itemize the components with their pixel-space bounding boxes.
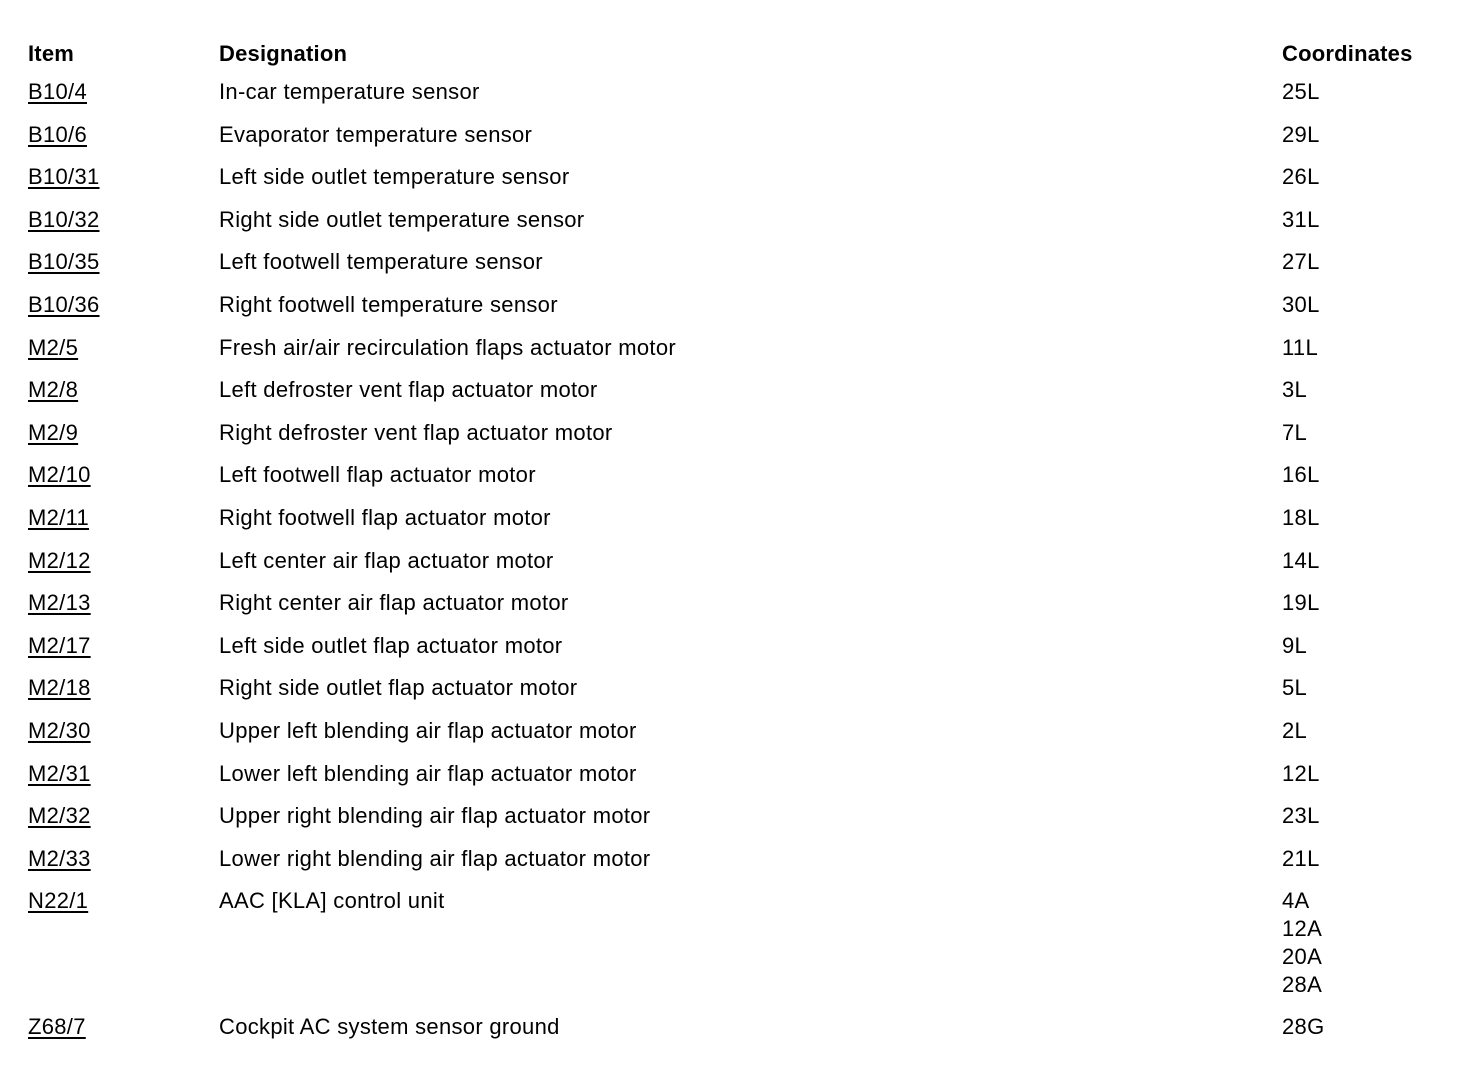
coordinate-value: 28A bbox=[1282, 972, 1323, 998]
item-link[interactable]: M2/18 bbox=[28, 675, 91, 701]
designation-cell: Right footwell temperature sensor bbox=[219, 291, 558, 317]
table-body bbox=[28, 72, 1448, 1050]
designation-cell: Left footwell flap actuator motor bbox=[219, 462, 536, 488]
item-cell bbox=[28, 157, 219, 200]
designation-cell: Upper right blending air flap actuator motor bbox=[219, 803, 651, 829]
coordinate-value: 28G bbox=[1282, 1014, 1325, 1040]
coordinate-value: 21L bbox=[1282, 845, 1320, 871]
coordinates-cell bbox=[1282, 541, 1448, 584]
designation-cell: Left footwell temperature sensor bbox=[219, 249, 543, 275]
table-row bbox=[28, 668, 1448, 711]
coordinates-cell bbox=[1282, 115, 1448, 158]
item-link[interactable]: N22/1 bbox=[28, 888, 89, 914]
coordinates-cell bbox=[1282, 626, 1448, 669]
coordinates-cell bbox=[1282, 711, 1448, 754]
coordinate-value: 4A bbox=[1282, 888, 1310, 914]
table-row bbox=[28, 754, 1448, 797]
designation-cell: Right side outlet temperature sensor bbox=[219, 206, 585, 232]
table-row bbox=[28, 881, 1448, 1007]
designation-cell: Lower right blending air flap actuator motor bbox=[219, 845, 651, 871]
coordinate-value: 18L bbox=[1282, 504, 1320, 530]
item-link[interactable]: M2/12 bbox=[28, 547, 91, 573]
designation-cell: Upper left blending air flap actuator motor bbox=[219, 717, 637, 743]
item-link[interactable]: M2/33 bbox=[28, 845, 91, 871]
component-legend-table bbox=[28, 36, 1448, 1050]
designation-cell: Right side outlet flap actuator motor bbox=[219, 675, 578, 701]
coordinate-value: 16L bbox=[1282, 462, 1320, 488]
item-cell bbox=[28, 839, 219, 882]
coordinate-value: 11L bbox=[1282, 334, 1318, 360]
item-cell bbox=[28, 413, 219, 456]
item-cell bbox=[28, 668, 219, 711]
item-cell bbox=[28, 455, 219, 498]
item-link[interactable]: B10/6 bbox=[28, 121, 87, 147]
item-cell bbox=[28, 328, 219, 371]
table-row bbox=[28, 157, 1448, 200]
coordinates-cell bbox=[1282, 455, 1448, 498]
item-link[interactable]: B10/35 bbox=[28, 249, 100, 275]
item-cell bbox=[28, 200, 219, 243]
item-link[interactable]: M2/5 bbox=[28, 334, 79, 360]
coordinate-value: 25L bbox=[1282, 79, 1320, 104]
table-row bbox=[28, 498, 1448, 541]
coordinates-cell bbox=[1282, 200, 1448, 243]
coordinates-cell bbox=[1282, 72, 1448, 115]
table-header-row bbox=[28, 36, 1448, 72]
table-row bbox=[28, 328, 1448, 371]
coordinate-value: 31L bbox=[1282, 206, 1320, 232]
designation-cell: Left side outlet flap actuator motor bbox=[219, 632, 563, 658]
table-row bbox=[28, 583, 1448, 626]
item-link[interactable]: Z68/7 bbox=[28, 1014, 86, 1040]
coordinate-value: 19L bbox=[1282, 590, 1320, 616]
table-row bbox=[28, 1007, 1448, 1050]
item-cell bbox=[28, 242, 219, 285]
coordinate-value: 7L bbox=[1282, 419, 1308, 445]
item-link[interactable]: M2/17 bbox=[28, 632, 91, 658]
item-cell bbox=[28, 285, 219, 328]
coordinate-value: 27L bbox=[1282, 249, 1320, 275]
item-link[interactable]: M2/13 bbox=[28, 590, 91, 616]
coordinates-cell bbox=[1282, 242, 1448, 285]
coordinate-value: 12A bbox=[1282, 916, 1323, 942]
coordinates-cell bbox=[1282, 370, 1448, 413]
item-link[interactable]: M2/10 bbox=[28, 462, 91, 488]
table-row bbox=[28, 242, 1448, 285]
coordinates-cell bbox=[1282, 796, 1448, 839]
coordinate-value: 3L bbox=[1282, 377, 1308, 403]
designation-cell: Lower left blending air flap actuator motor bbox=[219, 760, 637, 786]
coordinate-value: 5L bbox=[1282, 675, 1308, 701]
table-row bbox=[28, 72, 1448, 115]
item-link[interactable]: B10/31 bbox=[28, 164, 100, 190]
designation-cell: Evaporator temperature sensor bbox=[219, 121, 533, 147]
designation-cell: Left defroster vent flap actuator motor bbox=[219, 377, 598, 403]
table-row bbox=[28, 200, 1448, 243]
coordinate-value: 29L bbox=[1282, 121, 1320, 147]
item-cell bbox=[28, 541, 219, 584]
item-link[interactable]: B10/4 bbox=[28, 79, 87, 104]
coordinate-value: 26L bbox=[1282, 164, 1320, 190]
coordinates-cell bbox=[1282, 157, 1448, 200]
item-link[interactable]: M2/30 bbox=[28, 717, 91, 743]
item-link[interactable]: B10/36 bbox=[28, 291, 100, 317]
table-row bbox=[28, 839, 1448, 882]
item-cell bbox=[28, 498, 219, 541]
table-row bbox=[28, 711, 1448, 754]
designation-cell: Right defroster vent flap actuator motor bbox=[219, 419, 613, 445]
coordinates-cell bbox=[1282, 285, 1448, 328]
item-link[interactable]: M2/32 bbox=[28, 803, 91, 829]
item-cell bbox=[28, 370, 219, 413]
designation-cell: Right footwell flap actuator motor bbox=[219, 504, 551, 530]
table-row bbox=[28, 115, 1448, 158]
header-item: Item bbox=[28, 41, 75, 66]
table-row bbox=[28, 626, 1448, 669]
designation-cell: Fresh air/air recirculation flaps actuator motor bbox=[219, 334, 677, 360]
designation-cell: Cockpit AC system sensor ground bbox=[219, 1014, 560, 1040]
coordinates-cell bbox=[1282, 839, 1448, 882]
header-designation: Designation bbox=[219, 41, 348, 66]
item-cell bbox=[28, 881, 219, 1007]
designation-cell: AAC [KLA] control unit bbox=[219, 888, 445, 914]
coordinate-value: 20A bbox=[1282, 944, 1323, 970]
coordinates-cell bbox=[1282, 583, 1448, 626]
item-link[interactable]: B10/32 bbox=[28, 206, 100, 232]
coordinates-cell bbox=[1282, 1007, 1448, 1050]
item-link[interactable]: M2/8 bbox=[28, 377, 79, 403]
coordinates-cell bbox=[1282, 754, 1448, 797]
item-cell bbox=[28, 72, 219, 115]
designation-cell: In-car temperature sensor bbox=[219, 79, 480, 104]
item-cell bbox=[28, 754, 219, 797]
table-row bbox=[28, 541, 1448, 584]
coordinates-cell bbox=[1282, 668, 1448, 711]
coordinate-value: 12L bbox=[1282, 760, 1320, 786]
coordinates-cell bbox=[1282, 413, 1448, 456]
designation-cell: Left center air flap actuator motor bbox=[219, 547, 554, 573]
coordinates-cell bbox=[1282, 498, 1448, 541]
coordinate-value: 9L bbox=[1282, 632, 1308, 658]
designation-cell: Left side outlet temperature sensor bbox=[219, 164, 570, 190]
table-row bbox=[28, 455, 1448, 498]
item-link[interactable]: M2/11 bbox=[28, 504, 90, 530]
item-cell bbox=[28, 626, 219, 669]
designation-cell: Right center air flap actuator motor bbox=[219, 590, 569, 616]
item-link[interactable]: M2/9 bbox=[28, 419, 79, 445]
coordinate-value: 2L bbox=[1282, 717, 1308, 743]
item-cell bbox=[28, 583, 219, 626]
coordinate-value: 23L bbox=[1282, 803, 1320, 829]
table-row bbox=[28, 285, 1448, 328]
item-cell bbox=[28, 115, 219, 158]
coordinates-cell bbox=[1282, 328, 1448, 371]
header-coordinates: Coordinates bbox=[1282, 41, 1413, 66]
coordinate-value: 30L bbox=[1282, 291, 1320, 317]
table-row bbox=[28, 370, 1448, 413]
item-cell bbox=[28, 796, 219, 839]
item-link[interactable]: M2/31 bbox=[28, 760, 91, 786]
coordinates-cell bbox=[1282, 881, 1448, 1007]
table-row bbox=[28, 796, 1448, 839]
coordinate-value: 14L bbox=[1282, 547, 1320, 573]
item-cell bbox=[28, 711, 219, 754]
table-row bbox=[28, 413, 1448, 456]
item-cell bbox=[28, 1007, 219, 1050]
